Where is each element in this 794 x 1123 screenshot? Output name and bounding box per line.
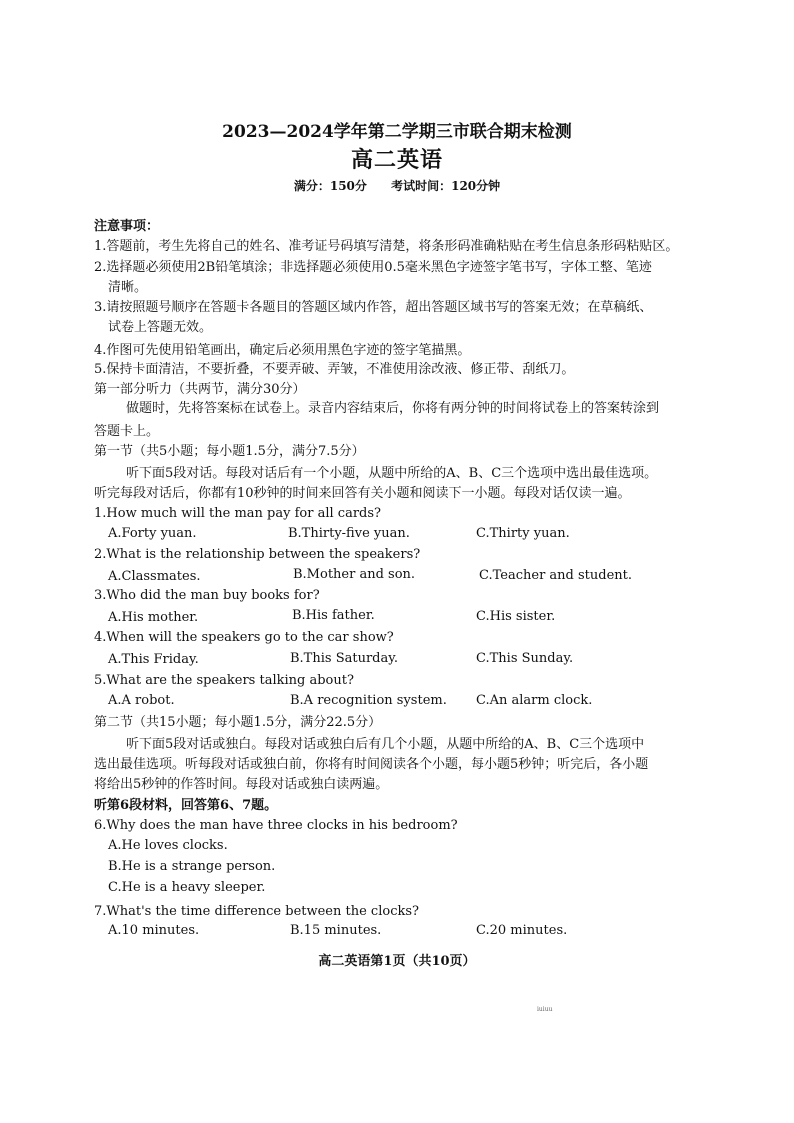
q4-option-a: A.This Friday.: [108, 652, 199, 667]
notice-item: 5.保持卡面清洁，不要折叠，不要弄破、弄皱，不准使用涂改液、修正带、刮纸刀。: [94, 362, 575, 377]
exam-time: 考试时间：120分钟: [391, 179, 501, 193]
q3-option-b: B.His father.: [292, 608, 375, 623]
section1-intro: 听完每段对话后，你都有10秒钟的时间来回答有关小题和阅读下一小题。每段对话仅读一遍。: [94, 486, 631, 501]
q3-option-a: A.His mother.: [108, 610, 199, 625]
notice-heading: 注意事项：: [94, 219, 160, 234]
notice-item: 3.请按照题号顺序在答题卡各题目的答题区域内作答，超出答题区域书写的答案无效；在草稿纸、: [94, 300, 653, 315]
q1-option-a: A.Forty yuan.: [108, 526, 197, 541]
notice-item: 清晰。: [108, 280, 148, 295]
question-5: 5.What are the speakers talking about?: [94, 673, 354, 688]
part1-intro: 做题时，先将答案标在试卷上。录音内容结束后，你将有两分钟的时间将试卷上的答案转涂到: [126, 401, 660, 416]
q4-option-c: C.This Sunday.: [476, 651, 574, 666]
q3-option-c: C.His sister.: [476, 609, 556, 624]
question-6: 6.Why does the man have three clocks in his bedroom?: [94, 818, 458, 833]
q1-option-c: C.Thirty yuan.: [476, 526, 570, 541]
q5-option-c: C.An alarm clock.: [476, 693, 593, 708]
question-4: 4.When will the speakers go to the car show?: [94, 630, 394, 645]
exam-title: 2023—2024学年第二学期三市联合期末检测: [222, 122, 572, 142]
question-7: 7.What's the time difference between the clocks?: [94, 904, 419, 919]
section2-intro: 听下面5段对话或独白。每段对话或独白后有几个小题，从题中所给的A、B、C三个选项中: [126, 737, 645, 752]
q6-option-a: A.He loves clocks.: [108, 838, 228, 853]
section1-title: 第一节（共5小题；每小题1.5分，满分7.5分）: [94, 444, 365, 459]
q5-option-b: B.A recognition system.: [290, 693, 447, 708]
section2-intro: 选出最佳选项。听每段对话或独白前，你将有时间阅读各个小题，每小题5秒钟；听完后，各小题: [94, 757, 649, 772]
q6-option-b: B.He is a strange person.: [108, 859, 276, 874]
q7-option-b: B.15 minutes.: [290, 923, 382, 938]
section1-intro: 听下面5段对话。每段对话后有一个小题，从题中所给的A、B、C三个选项中选出最佳选项。: [126, 466, 658, 481]
q7-option-c: C.20 minutes.: [476, 923, 568, 938]
question-1: 1.How much will the man pay for all cards?: [94, 506, 381, 521]
notice-item: 试卷上答题无效。: [108, 320, 213, 335]
part1-title: 第一部分听力（共两节，满分30分）: [94, 382, 306, 397]
notice-item: 1.答题前，考生先将自己的姓名、准考证号码填写清楚，将条形码准确粘贴在考生信息条形码粘贴区。: [94, 239, 679, 254]
q2-option-c: C.Teacher and student.: [479, 568, 633, 583]
section2-title: 第二节（共15小题；每小题1.5分，满分22.5分）: [94, 715, 382, 730]
q1-option-b: B.Thirty-five yuan.: [288, 526, 410, 541]
page-footer: 高二英语第1页（共10页）: [318, 954, 476, 969]
question-3: 3.Who did the man buy books for?: [94, 588, 320, 603]
full-score: 满分：150分: [293, 179, 367, 193]
q5-option-a: A.A robot.: [108, 693, 175, 708]
page-mark: iuiuu: [537, 1006, 553, 1013]
part1-intro: 答题卡上。: [94, 424, 160, 439]
q7-option-a: A.10 minutes.: [108, 923, 200, 938]
exam-meta: [0, 177, 794, 194]
material-label: 听第6段材料，回答第6、7题。: [94, 798, 278, 813]
q4-option-b: B.This Saturday.: [290, 651, 398, 666]
q2-option-a: A.Classmates.: [108, 569, 201, 584]
q6-option-c: C.He is a heavy sleeper.: [108, 880, 266, 895]
exam-subject: 高二英语: [350, 147, 443, 173]
notice-item: 2.选择题必须使用2B铅笔填涂；非选择题必须使用0.5毫米黑色字迹签字笔书写，字体工整、笔迹: [94, 260, 652, 275]
question-2: 2.What is the relationship between the speakers?: [94, 547, 421, 562]
section2-intro: 将给出5秒钟的作答时间。每段对话或独白读两遍。: [94, 777, 389, 792]
notice-item: 4.作图可先使用铅笔画出，确定后必须用黑色字迹的签字笔描黑。: [94, 343, 471, 358]
q2-option-b: B.Mother and son.: [293, 567, 416, 582]
